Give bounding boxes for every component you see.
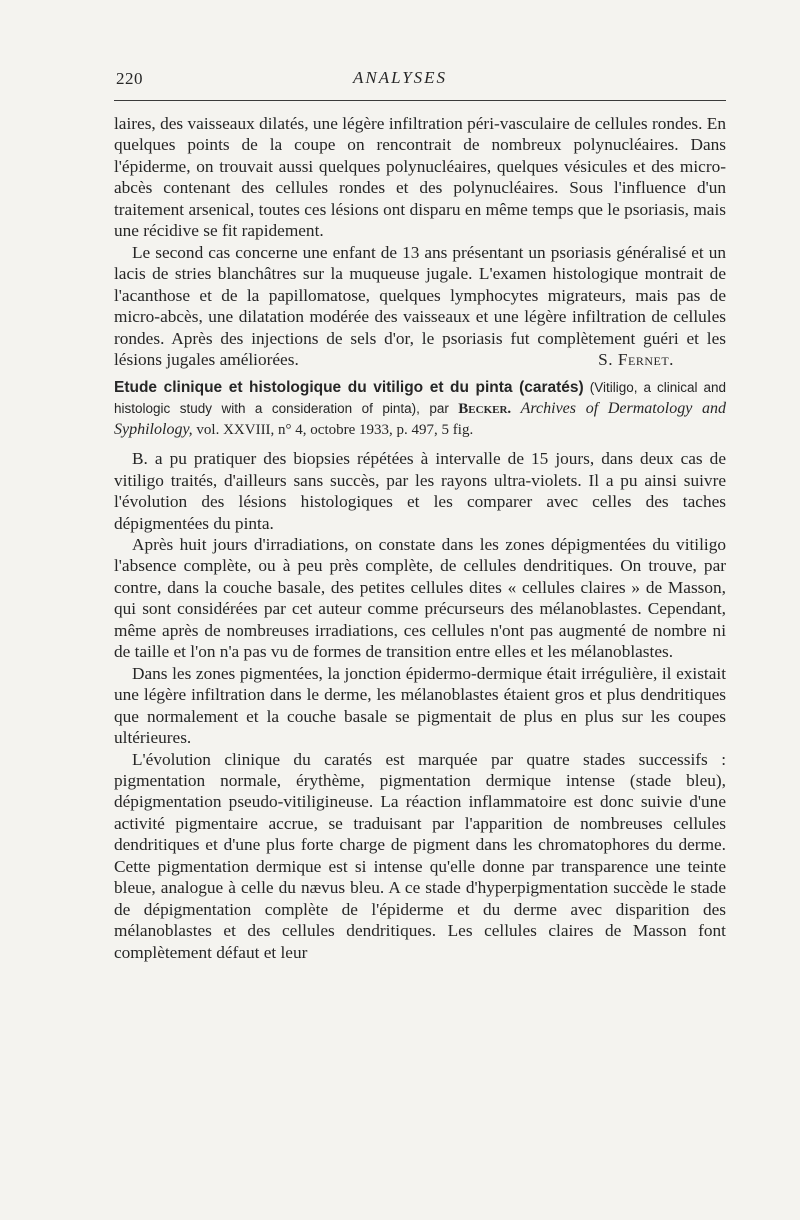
paragraph: [114, 242, 726, 371]
main-text: [114, 113, 726, 963]
english-title: (Vitiligo, a clinical and histologic study with a consideration of pinta), par: [114, 380, 727, 417]
journal-name: Archives of Dermatology and Syphilology,: [114, 400, 726, 438]
paragraph: B. a pu pratiquer des biopsies répétées à intervalle de 15 jours, dans deux cas de vitiligo traités, d'ailleurs sans succès, par les rayons ultra-violets. Il a pu ainsi suivre l'évolution des lésions histologiques et les comparer avec celles des taches dépigmentées du pinta.: [114, 449, 726, 533]
paragraph: Dans les zones pigmentées, la jonction épidermo-dermique était irrégulière, il existait une légère infiltration dans le derme, les mélanoblastes étaient gros et plus dendritiques que normalement et la couche basale se pigmentait de plus en plus sur les coupes ultérieures.: [114, 663, 726, 748]
header-rule: [114, 100, 726, 101]
article-author: Becker.: [458, 401, 512, 418]
running-head: ANALYSES: [352, 68, 448, 87]
paragraph-text: Le second cas concerne une enfant de 13 ans présentant un psoriasis généralisé et un lacis de stries blanchâtres sur la muqueuse jugale. L'examen histologique montrait de l'acanthose et de la papillomatose, quelques lymphocytes migrateurs, mais pas de micro-abcès, une dilatation modérée des vaisseaux et une légère infiltration de cellules rondes. Après des injections de sels d'or, le psoriasis fut complètement guéri et les lésions jugales améliorées.: [114, 242, 726, 369]
citation-details: vol. XXVIII, n° 4, octobre 1933, p. 497, 5 fig.: [196, 421, 474, 438]
paragraph: Après huit jours d'irradiations, on constate dans les zones dépigmentées du vitiligo l'absence complète, ou à peu près complète, de cellules dendritiques. On trouve, par contre, dans la couche basale, des petites cellules dites « cellules claires » de Masson, qui sont considérées par cet auteur comme précurseurs des mélanoblastes. Cependant, même après de nombreuses irradiations, ces cellules n'ont pas augmenté de nombre ni de taille et l'on n'a pas vu de formes de transition entre elles et les mélanoblastes.: [114, 535, 726, 662]
author-signature: S. Fernet.: [598, 349, 674, 369]
article-reference: [114, 378, 726, 440]
page-number: 220: [116, 69, 143, 88]
paragraph: L'évolution clinique du caratés est marquée par quatre stades successifs : pigmentation normale, érythème, pigmentation dermique intense (stade bleu), dépigmentation pseudo-vitiligineuse. La réaction inflammatoire est donc suivie d'une activité pigmentaire accrue, se traduisant par l'apparition de nombreuses cellules dendritiques et d'une plus forte charge de pigment dans les chromatophores du derme. Cette pigmentation dermique est si intense qu'elle donne par transparence une teinte bleue, analogue à celle du nævus bleu. A ce stade d'hyperpigmentation succède le stade de dépigmentation complète de l'épiderme et du derme avec disparition des mélanoblastes et des cellules dendritiques. Les cellules claires de Masson font complètement défaut et leur: [114, 749, 726, 962]
article-title: Etude clinique et histologique du vitiligo et du pinta (caratés): [114, 379, 584, 397]
paragraph: laires, des vaisseaux dilatés, une légère infiltration péri-vasculaire de cellules rondes. En quelques points de la coupe on rencontrait de nombreux polynucléaires. Dans l'épiderme, on trouvait aussi quelques polynucléaires, quelques vésicules et des micro-abcès contenant des cellules rondes et des polynucléaires. Sous l'influence d'un traitement arsenical, toutes ces lésions ont disparu en même temps que le psoriasis, mais une récidive se fit rapidement.: [114, 114, 726, 241]
